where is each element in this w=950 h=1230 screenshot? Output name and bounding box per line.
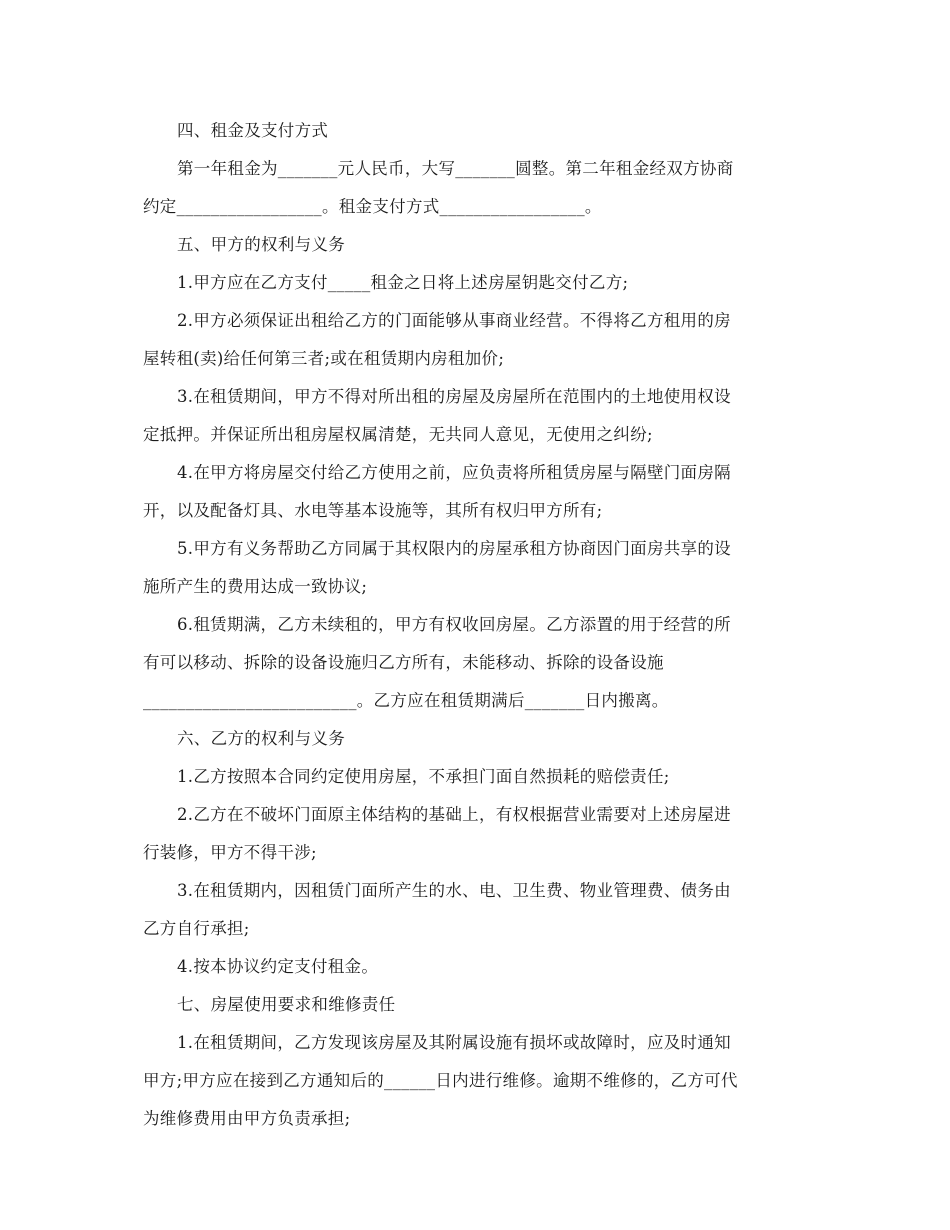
paragraph-line: 3.在租赁期间，甲方不得对所出租的房屋及房屋所在范围内的土地使用权设 <box>177 387 731 406</box>
paragraph-line: 5.甲方有义务帮助乙方同属于其权限内的房屋承租方协商因门面房共享的设 <box>177 539 731 558</box>
paragraph-line: 4.在甲方将房屋交付给乙方使用之前，应负责将所租赁房屋与隔壁门面房隔 <box>177 463 731 482</box>
paragraph-line: 乙方自行承担; <box>143 919 250 938</box>
paragraph-line: 1.甲方应在乙方支付_____租金之日将上述房屋钥匙交付乙方; <box>177 273 629 292</box>
paragraph-line: 约定_________________。租金支付方式_________________。 <box>143 197 602 216</box>
section-heading-party-a-rights: 五、甲方的权利与义务 <box>177 235 345 254</box>
paragraph-line: 1.乙方按照本合同约定使用房屋，不承担门面自然损耗的赔偿责任; <box>177 767 670 786</box>
paragraph-line: 开，以及配备灯具、水电等基本设施等，其所有权归甲方所有; <box>143 501 603 520</box>
paragraph-line: 施所产生的费用达成一致协议; <box>143 577 368 596</box>
paragraph-line: 甲方;甲方应在接到乙方通知后的______日内进行维修。逾期不维修的，乙方可代 <box>143 1071 738 1090</box>
section-heading-party-b-rights: 六、乙方的权利与义务 <box>177 729 345 748</box>
paragraph-line: 2.乙方在不破坏门面原主体结构的基础上，有权根据营业需要对上述房屋进 <box>177 805 731 824</box>
paragraph-line: 1.在租赁期间，乙方发现该房屋及其附属设施有损坏或故障时，应及时通知 <box>177 1033 731 1052</box>
paragraph-line: 6.租赁期满，乙方未续租的，甲方有权收回房屋。乙方添置的用于经营的所 <box>177 615 731 634</box>
section-heading-usage-maintenance: 七、房屋使用要求和维修责任 <box>177 995 396 1014</box>
section-heading-rent-payment: 四、租金及支付方式 <box>177 121 329 140</box>
paragraph-line: _________________________。乙方应在租赁期满后_______日内搬离。 <box>143 691 669 710</box>
paragraph-line: 3.在租赁期内，因租赁门面所产生的水、电、卫生费、物业管理费、债务由 <box>177 881 731 900</box>
paragraph-line: 屋转租(卖)给任何第三者;或在租赁期内房租加价; <box>143 349 505 368</box>
paragraph-line: 第一年租金为_______元人民币，大写_______圆整。第二年租金经双方协商 <box>177 159 734 178</box>
paragraph-line: 行装修，甲方不得干涉; <box>143 843 317 862</box>
paragraph-line: 有可以移动、拆除的设备设施归乙方所有，未能移动、拆除的设备设施 <box>143 653 664 672</box>
paragraph-line: 为维修费用由甲方负责承担; <box>143 1109 351 1128</box>
paragraph-line: 2.甲方必须保证出租给乙方的门面能够从事商业经营。不得将乙方租用的房 <box>177 311 731 330</box>
paragraph-line: 4.按本协议约定支付租金。 <box>177 957 379 976</box>
paragraph-line: 定抵押。并保证所出租房屋权属清楚，无共同人意见，无使用之纠纷; <box>143 425 653 444</box>
